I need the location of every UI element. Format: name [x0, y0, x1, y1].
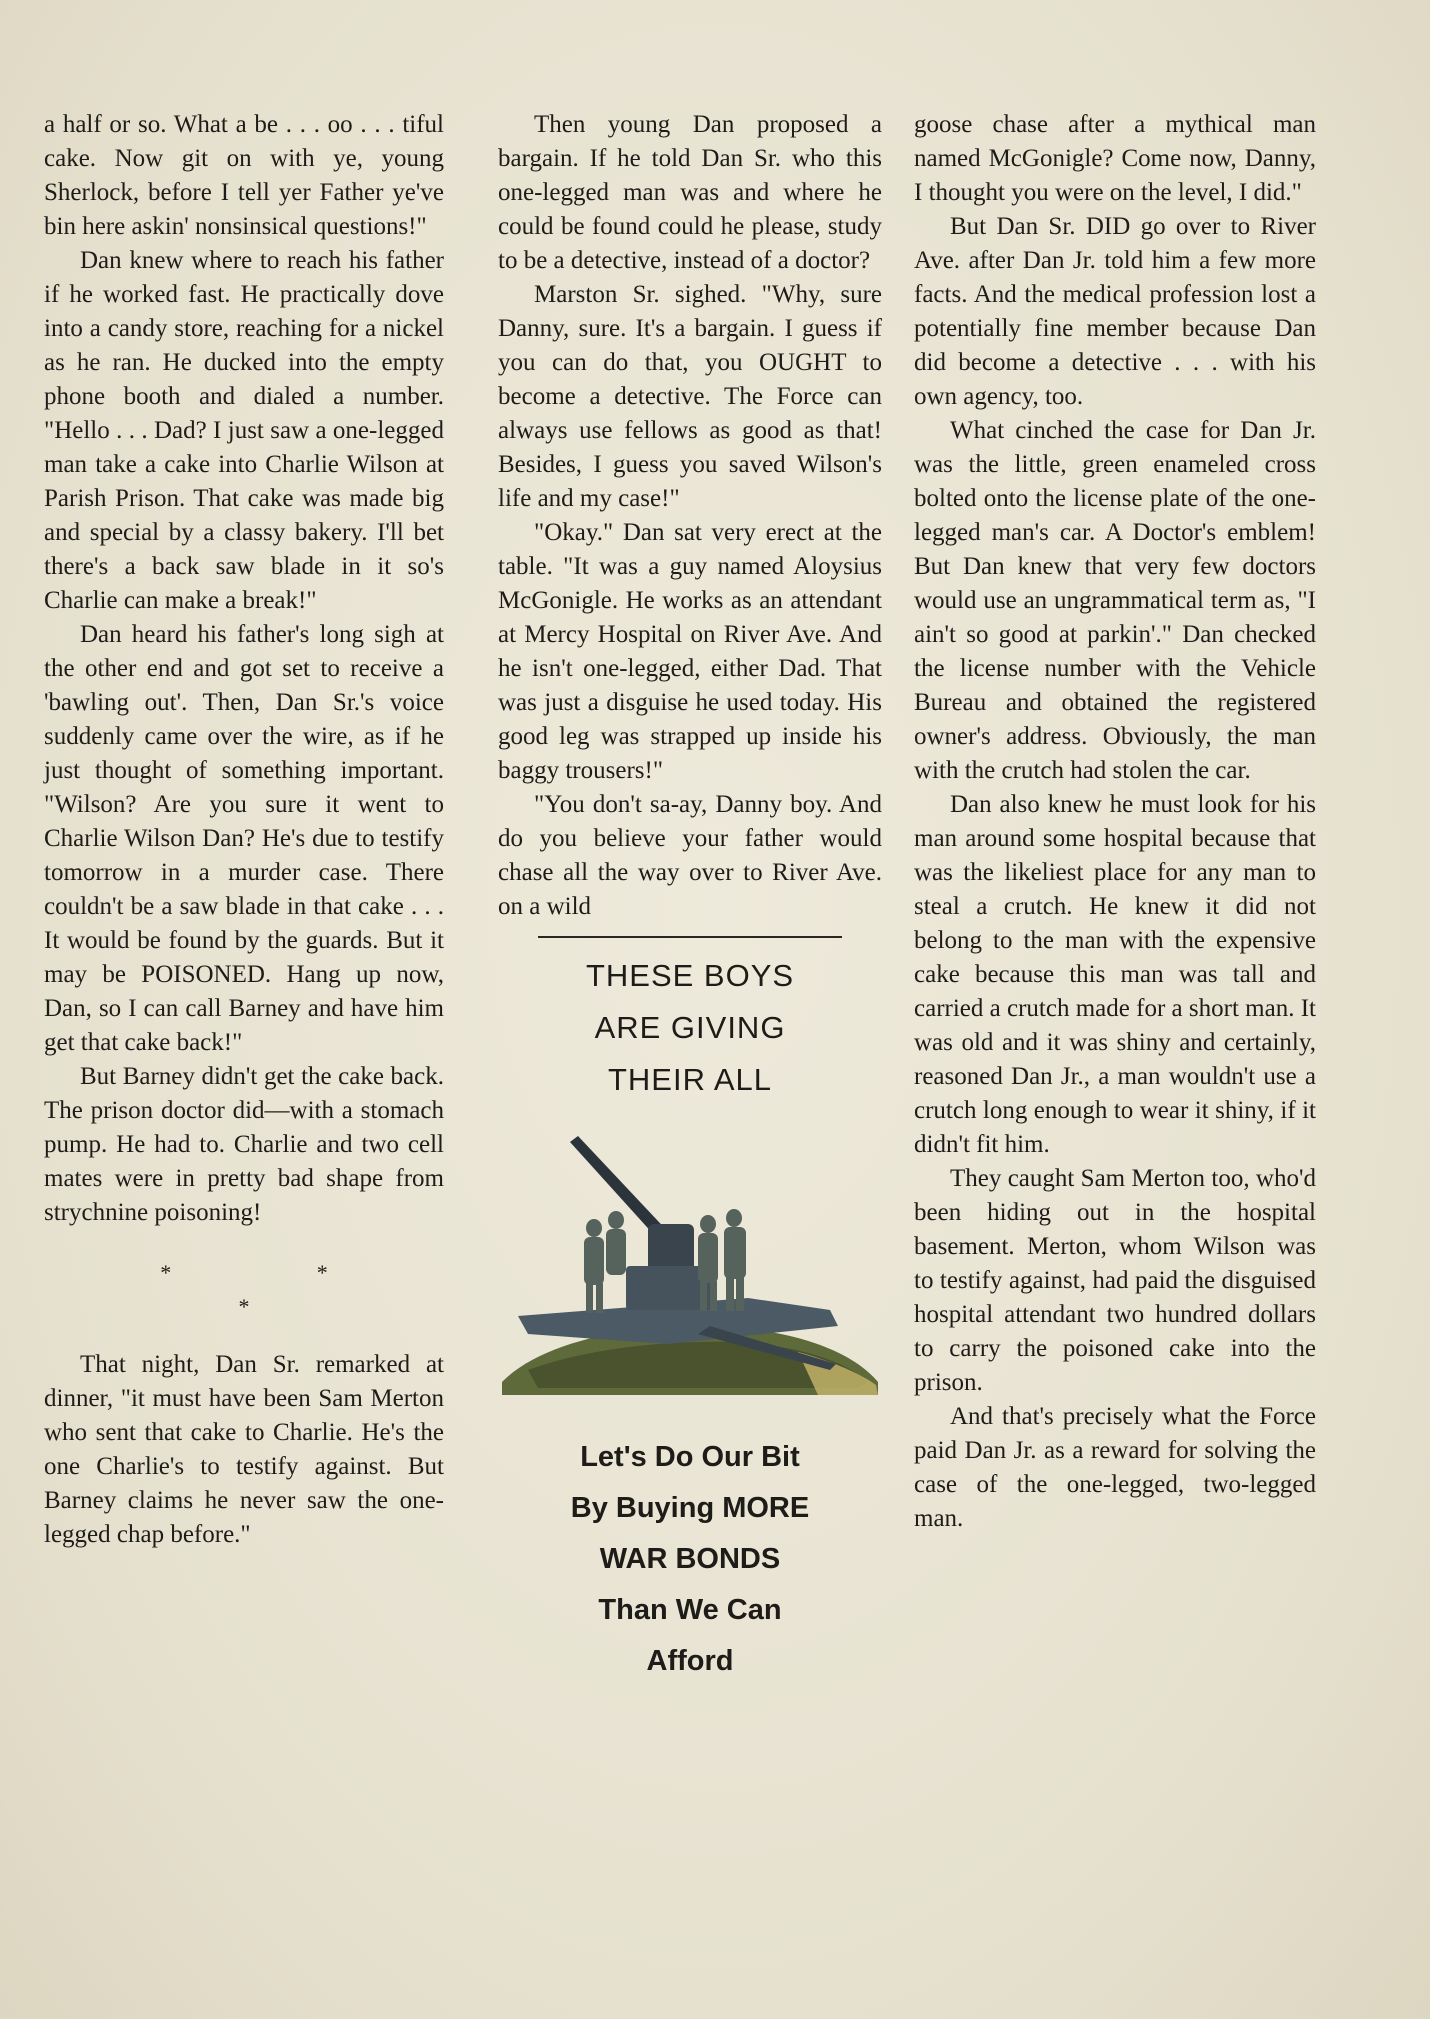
paragraph: a half or so. What a be . . . oo . . . tiful cake. Now git on with ye, young Sherlock, before I tell yer Father ye've bin here askin' nonsinsical questions!" — [44, 111, 444, 240]
ad-headline-line: ARE GIVING — [594, 1010, 786, 1045]
paragraph: They caught Sam Merton too, who'd been hiding out in the hospital basement. Merton, whom Wilson was to testify against, had paid the disguised hospital attendant two hundred dollars to carry the poisoned cake into the prison. — [914, 1165, 1316, 1396]
ad-headline-line: THEIR ALL — [607, 1062, 773, 1097]
ad-slogan-line: Than We Can — [598, 1594, 782, 1626]
paragraph: "You don't sa-ay, Danny boy. And do you believe your father would chase all the way over to River Ave. on a wild — [498, 791, 882, 920]
ad-slogan-line: Let's Do Our Bit — [580, 1441, 800, 1473]
middle-column — [498, 108, 882, 1687]
paragraph: But Barney didn't get the cake back. The prison doctor did—with a stomach pump. He had to. Charlie and two cell mates were in pretty bad shape from strychnine poisoning! — [44, 1063, 444, 1226]
paragraph: That night, Dan Sr. remarked at dinner, "it must have been Sam Merton who sent that cake to Charlie. He's the one Charlie's to testify against. But Barney claims he never saw the one-legged chap before." — [44, 1351, 444, 1548]
war-bonds-ad — [498, 936, 882, 1687]
paragraph: Dan also knew he must look for his man around some hospital because that was the likeliest place for any man to steal a crutch. He knew it did not belong to the man with the expensive cake because this man was tall and carried a crutch made for a short man. It was old and it was shiny and certainly, reasoned Dan Jr., a man wouldn't use a crutch long enough to wear it shiny, if it didn't fit him. — [914, 791, 1316, 1158]
paragraph: But Dan Sr. DID go over to River Ave. after Dan Jr. told him a few more facts. And the medical profession lost a potentially fine member because Dan did become a detective . . . with his own agency, too. — [914, 213, 1316, 410]
paragraph: And that's precisely what the Force paid Dan Jr. as a reward for solving the case of the one-legged, two-legged man. — [914, 1403, 1316, 1532]
paragraph: "Okay." Dan sat very erect at the table. "It was a guy named Aloysius McGonigle. He works as an attendant at Mercy Hospital on River Ave. And he isn't one-legged, either Dad. That was just a disguise he used today. His good leg was strapped up inside his baggy trousers!" — [498, 519, 882, 784]
ad-slogan — [498, 1432, 882, 1687]
anti-aircraft-gun-illustration — [498, 1120, 882, 1420]
ad-slogan-line: Afford — [646, 1645, 734, 1677]
ad-headline — [498, 950, 882, 1106]
paragraph: Then young Dan proposed a bargain. If he told Dan Sr. who this one-legged man was and where he could be found could he please, study to be a detective, instead of a doctor? — [498, 111, 882, 274]
ad-slogan-line: WAR BONDS — [599, 1543, 781, 1575]
paragraph: Dan heard his father's long sigh at the other end and got set to receive a 'bawling out'. Then, Dan Sr.'s voice suddenly came over the wire, as if he just thought of something important. "Wilson? Are you sure it went to Charlie Wilson Dan? He's due to testify tomorrow in a murder case. There couldn't be a saw blade in that cake . . . It would be found by the guards. But it may be POISONED. Hang up now, Dan, so I can call Barney and have him get that cake back!" — [44, 621, 444, 1056]
right-column — [914, 108, 1316, 1536]
paragraph: goose chase after a mythical man named McGonigle? Come now, Danny, I thought you were on the level, I did." — [914, 111, 1316, 206]
ad-divider — [538, 936, 842, 938]
left-column — [44, 108, 444, 1552]
paragraph: Marston Sr. sighed. "Why, sure Danny, sure. It's a bargain. I guess if you can do that, you OUGHT to become a detective. The Force can always use fellows as good as that! Besides, I guess you saved Wilson's life and my case!" — [498, 281, 882, 512]
paragraph: What cinched the case for Dan Jr. was the little, green enameled cross bolted onto the license plate of the one-legged man's car. A Doctor's emblem! But Dan knew that very few doctors would use an ungrammatical term as, "I ain't so good at parkin'." Dan checked the license number with the Vehicle Bureau and obtained the registered owner's address. Obviously, the man with the crutch had stolen the car. — [914, 417, 1316, 784]
ad-headline-line: THESE BOYS — [585, 958, 795, 993]
section-separator: * * * — [160, 1260, 398, 1319]
paragraph: Dan knew where to reach his father if he worked fast. He practically dove into a candy store, reaching for a nickel as he ran. He ducked into the empty phone booth and dialed a number. "Hello . . . Dad? I just saw a one-legged man take a cake into Charlie Wilson at Parish Prison. That cake was made big and special by a classy bakery. I'll bet there's a back saw blade in it so's Charlie can make a break!" — [44, 247, 444, 614]
ad-slogan-line: By Buying MORE — [570, 1492, 810, 1524]
